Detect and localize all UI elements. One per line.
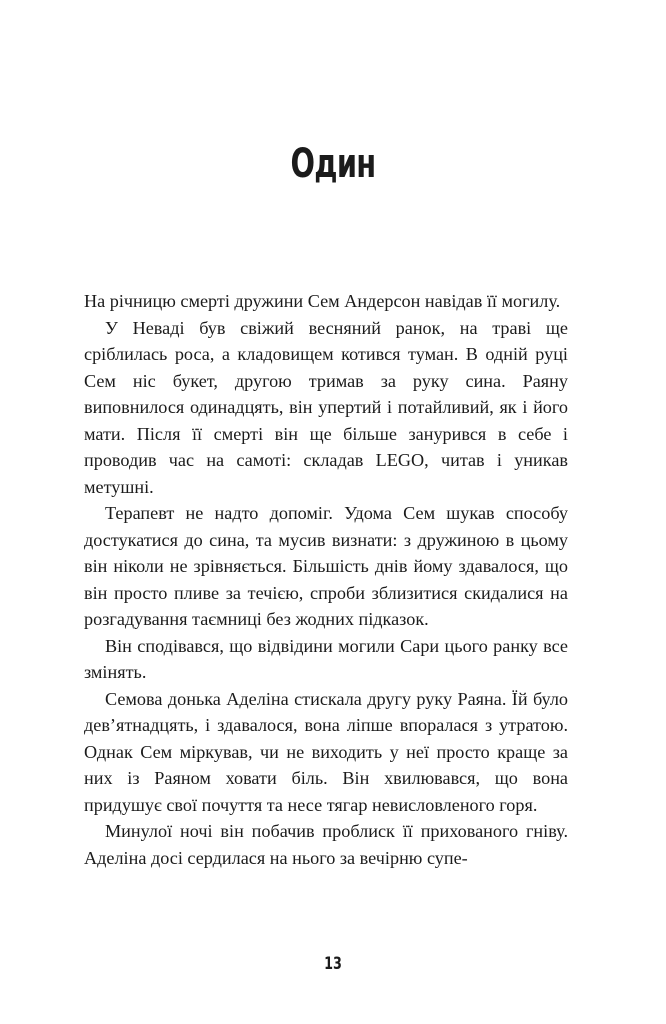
chapter-title: Один: [290, 141, 376, 187]
chapter-body: [84, 288, 568, 871]
paragraph: Він сподівався, що відвідини могили Сари цього ранку все змінять.: [84, 635, 568, 682]
paragraph: Семова донька Аделіна стискала другу руку Раяна. Їй було дев’ятнадцять, і здавалося, вона ліпше впоралася з утратою. Однак Сем міркував, чи не виходить у неї просто краще за них із Раяном ховати біль. Він хвилювався, що вона придушує свої почуття та несе тягар невисловленого горя.: [84, 688, 568, 815]
page-number: 13: [324, 954, 342, 974]
paragraph: Минулої ночі він побачив проблиск її прихованого гніву. Аделіна досі сердилася на нього за вечірню супе-: [84, 821, 568, 868]
paragraph: Терапевт не надто допоміг. Удома Сем шукав способу достукатися до сина, та мусив визнати: з дружиною в цьому він ніколи не зрівняється. Більшість днів йому здавалося, що він просто пливе за течією, спроби зблизитися скидалися на розгадування таємниці без жодних підказок.: [84, 503, 568, 629]
paragraph: У Неваді був свіжий весняний ранок, на траві ще сріблилась роса, а кладовищем котився туман. В одній руці Сем ніс букет, другою тримав за руку сина. Раяну виповнилося одинадцять, він упертий і потайливий, як і його мати. Після її смерті він ще більше занурився в себе і проводив час на самоті: складав LEGO, читав і уникав метушні.: [84, 317, 568, 497]
paragraph: На річницю смерті дружини Сем Андерсон навідав її могилу.: [84, 291, 561, 311]
